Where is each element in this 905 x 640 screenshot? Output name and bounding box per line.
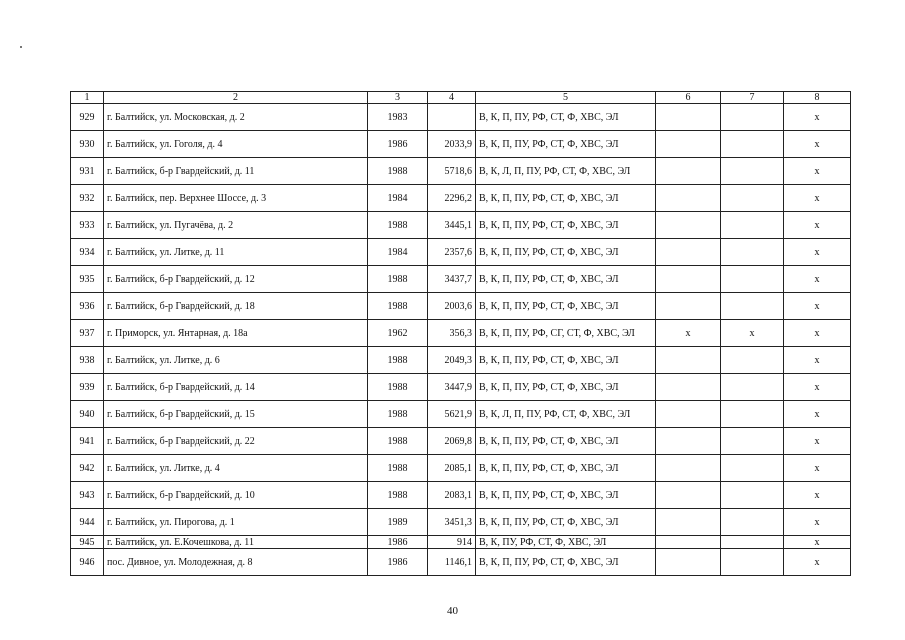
header-cell-3: 3 (368, 92, 428, 104)
area-cell: 5621,9 (428, 401, 476, 428)
year-built-cell: 1988 (368, 401, 428, 428)
table-row (71, 428, 851, 455)
housing-registry-table (70, 91, 851, 576)
column-7-cell (721, 536, 784, 549)
table-row (71, 347, 851, 374)
row-number-cell: 929 (71, 104, 104, 131)
column-8-cell: х (784, 104, 851, 131)
row-number-cell: 938 (71, 347, 104, 374)
column-8-cell: х (784, 509, 851, 536)
column-8-cell: х (784, 374, 851, 401)
column-7-cell (721, 374, 784, 401)
table-row (71, 212, 851, 239)
column-8-cell: х (784, 482, 851, 509)
column-6-cell (656, 293, 721, 320)
row-number-cell: 935 (71, 266, 104, 293)
systems-cell: В, К, П, ПУ, РФ, СТ, Ф, ХВС, ЭЛ (476, 185, 656, 212)
area-cell: 2003,6 (428, 293, 476, 320)
year-built-cell: 1984 (368, 185, 428, 212)
row-number-cell: 932 (71, 185, 104, 212)
table-body (71, 92, 851, 576)
column-7-cell (721, 347, 784, 374)
header-cell-5: 5 (476, 92, 656, 104)
column-7-cell (721, 455, 784, 482)
table-row (71, 239, 851, 266)
scan-speck (20, 46, 22, 48)
column-6-cell (656, 266, 721, 293)
column-7-cell (721, 104, 784, 131)
row-number-cell: 946 (71, 549, 104, 576)
area-cell: 5718,6 (428, 158, 476, 185)
column-7-cell (721, 239, 784, 266)
area-cell: 2033,9 (428, 131, 476, 158)
area-cell (428, 104, 476, 131)
row-number-cell: 943 (71, 482, 104, 509)
row-number-cell: 934 (71, 239, 104, 266)
column-8-cell: х (784, 320, 851, 347)
column-7-cell (721, 158, 784, 185)
area-cell: 2296,2 (428, 185, 476, 212)
column-6-cell (656, 428, 721, 455)
area-cell: 914 (428, 536, 476, 549)
column-6-cell: х (656, 320, 721, 347)
year-built-cell: 1988 (368, 266, 428, 293)
row-number-cell: 941 (71, 428, 104, 455)
systems-cell: В, К, Л, П, ПУ, РФ, СТ, Ф, ХВС, ЭЛ (476, 158, 656, 185)
column-6-cell (656, 131, 721, 158)
row-number-cell: 939 (71, 374, 104, 401)
column-6-cell (656, 158, 721, 185)
table-row (71, 536, 851, 549)
year-built-cell: 1962 (368, 320, 428, 347)
table-row (71, 320, 851, 347)
year-built-cell: 1988 (368, 482, 428, 509)
systems-cell: В, К, П, ПУ, РФ, СТ, Ф, ХВС, ЭЛ (476, 347, 656, 374)
area-cell: 3437,7 (428, 266, 476, 293)
year-built-cell: 1988 (368, 374, 428, 401)
table-row (71, 401, 851, 428)
address-cell: г. Балтийск, ул. Пирогова, д. 1 (104, 509, 368, 536)
address-cell: г. Балтийск, б-р Гвардейский, д. 18 (104, 293, 368, 320)
year-built-cell: 1988 (368, 212, 428, 239)
address-cell: г. Балтийск, пер. Верхнее Шоссе, д. 3 (104, 185, 368, 212)
systems-cell: В, К, П, ПУ, РФ, СТ, Ф, ХВС, ЭЛ (476, 549, 656, 576)
column-7-cell (721, 266, 784, 293)
header-cell-6: 6 (656, 92, 721, 104)
address-cell: г. Балтийск, б-р Гвардейский, д. 14 (104, 374, 368, 401)
row-number-cell: 944 (71, 509, 104, 536)
column-7-cell (721, 293, 784, 320)
column-8-cell: х (784, 212, 851, 239)
address-cell: г. Балтийск, ул. Литке, д. 11 (104, 239, 368, 266)
table-row (71, 374, 851, 401)
column-6-cell (656, 482, 721, 509)
address-cell: пос. Дивное, ул. Молодежная, д. 8 (104, 549, 368, 576)
column-6-cell (656, 374, 721, 401)
area-cell: 3447,9 (428, 374, 476, 401)
address-cell: г. Балтийск, б-р Гвардейский, д. 11 (104, 158, 368, 185)
row-number-cell: 936 (71, 293, 104, 320)
address-cell: г. Балтийск, б-р Гвардейский, д. 15 (104, 401, 368, 428)
systems-cell: В, К, П, ПУ, РФ, СТ, Ф, ХВС, ЭЛ (476, 482, 656, 509)
table-row (71, 158, 851, 185)
row-number-cell: 940 (71, 401, 104, 428)
address-cell: г. Балтийск, ул. Литке, д. 6 (104, 347, 368, 374)
systems-cell: В, К, П, ПУ, РФ, СТ, Ф, ХВС, ЭЛ (476, 293, 656, 320)
address-cell: г. Приморск, ул. Янтарная, д. 18а (104, 320, 368, 347)
systems-cell: В, К, П, ПУ, РФ, СТ, Ф, ХВС, ЭЛ (476, 131, 656, 158)
header-cell-2: 2 (104, 92, 368, 104)
column-8-cell: х (784, 536, 851, 549)
area-cell: 2069,8 (428, 428, 476, 455)
area-cell: 2049,3 (428, 347, 476, 374)
table-row (71, 131, 851, 158)
address-cell: г. Балтийск, ул. Е.Кочешкова, д. 11 (104, 536, 368, 549)
year-built-cell: 1988 (368, 455, 428, 482)
area-cell: 2085,1 (428, 455, 476, 482)
systems-cell: В, К, Л, П, ПУ, РФ, СТ, Ф, ХВС, ЭЛ (476, 401, 656, 428)
column-8-cell: х (784, 549, 851, 576)
area-cell: 3445,1 (428, 212, 476, 239)
column-6-cell (656, 239, 721, 266)
column-8-cell: х (784, 428, 851, 455)
table-row (71, 185, 851, 212)
column-8-cell: х (784, 158, 851, 185)
address-cell: г. Балтийск, б-р Гвардейский, д. 12 (104, 266, 368, 293)
column-7-cell (721, 482, 784, 509)
year-built-cell: 1989 (368, 509, 428, 536)
row-number-cell: 933 (71, 212, 104, 239)
address-cell: г. Балтийск, ул. Литке, д. 4 (104, 455, 368, 482)
row-number-cell: 930 (71, 131, 104, 158)
systems-cell: В, К, ПУ, РФ, СТ, Ф, ХВС, ЭЛ (476, 536, 656, 549)
column-6-cell (656, 536, 721, 549)
column-7-cell (721, 401, 784, 428)
year-built-cell: 1988 (368, 347, 428, 374)
row-number-cell: 942 (71, 455, 104, 482)
year-built-cell: 1984 (368, 239, 428, 266)
year-built-cell: 1986 (368, 549, 428, 576)
address-cell: г. Балтийск, ул. Московская, д. 2 (104, 104, 368, 131)
column-8-cell: х (784, 455, 851, 482)
column-8-cell: х (784, 401, 851, 428)
area-cell: 2357,6 (428, 239, 476, 266)
systems-cell: В, К, П, ПУ, РФ, СТ, Ф, ХВС, ЭЛ (476, 266, 656, 293)
column-7-cell: х (721, 320, 784, 347)
row-number-cell: 937 (71, 320, 104, 347)
area-cell: 1146,1 (428, 549, 476, 576)
header-cell-8: 8 (784, 92, 851, 104)
area-cell: 356,3 (428, 320, 476, 347)
year-built-cell: 1986 (368, 131, 428, 158)
table-row (71, 266, 851, 293)
page-number: 40 (447, 605, 458, 617)
row-number-cell: 931 (71, 158, 104, 185)
address-cell: г. Балтийск, б-р Гвардейский, д. 10 (104, 482, 368, 509)
systems-cell: В, К, П, ПУ, РФ, СТ, Ф, ХВС, ЭЛ (476, 509, 656, 536)
column-6-cell (656, 104, 721, 131)
column-8-cell: х (784, 266, 851, 293)
column-7-cell (721, 549, 784, 576)
column-6-cell (656, 549, 721, 576)
year-built-cell: 1986 (368, 536, 428, 549)
year-built-cell: 1988 (368, 158, 428, 185)
header-cell-7: 7 (721, 92, 784, 104)
systems-cell: В, К, П, ПУ, РФ, СТ, Ф, ХВС, ЭЛ (476, 374, 656, 401)
column-6-cell (656, 347, 721, 374)
table-header-row (71, 92, 851, 104)
column-6-cell (656, 455, 721, 482)
column-6-cell (656, 401, 721, 428)
address-cell: г. Балтийск, ул. Гоголя, д. 4 (104, 131, 368, 158)
table-row (71, 104, 851, 131)
area-cell: 3451,3 (428, 509, 476, 536)
column-8-cell: х (784, 185, 851, 212)
systems-cell: В, К, П, ПУ, РФ, СТ, Ф, ХВС, ЭЛ (476, 104, 656, 131)
area-cell: 2083,1 (428, 482, 476, 509)
address-cell: г. Балтийск, ул. Пугачёва, д. 2 (104, 212, 368, 239)
year-built-cell: 1983 (368, 104, 428, 131)
row-number-cell: 945 (71, 536, 104, 549)
table-row (71, 509, 851, 536)
address-cell: г. Балтийск, б-р Гвардейский, д. 22 (104, 428, 368, 455)
column-8-cell: х (784, 131, 851, 158)
table-row (71, 549, 851, 576)
column-7-cell (721, 509, 784, 536)
column-6-cell (656, 509, 721, 536)
table-row (71, 482, 851, 509)
column-7-cell (721, 131, 784, 158)
column-7-cell (721, 428, 784, 455)
column-6-cell (656, 185, 721, 212)
systems-cell: В, К, П, ПУ, РФ, СТ, Ф, ХВС, ЭЛ (476, 428, 656, 455)
header-cell-4: 4 (428, 92, 476, 104)
column-8-cell: х (784, 239, 851, 266)
year-built-cell: 1988 (368, 428, 428, 455)
column-8-cell: х (784, 293, 851, 320)
table-row (71, 455, 851, 482)
header-cell-1: 1 (71, 92, 104, 104)
systems-cell: В, К, П, ПУ, РФ, СТ, Ф, ХВС, ЭЛ (476, 239, 656, 266)
column-8-cell: х (784, 347, 851, 374)
systems-cell: В, К, П, ПУ, РФ, СТ, Ф, ХВС, ЭЛ (476, 455, 656, 482)
systems-cell: В, К, П, ПУ, РФ, СТ, Ф, ХВС, ЭЛ (476, 212, 656, 239)
year-built-cell: 1988 (368, 293, 428, 320)
table-row (71, 293, 851, 320)
column-7-cell (721, 185, 784, 212)
column-7-cell (721, 212, 784, 239)
column-6-cell (656, 212, 721, 239)
systems-cell: В, К, П, ПУ, РФ, СГ, СТ, Ф, ХВС, ЭЛ (476, 320, 656, 347)
